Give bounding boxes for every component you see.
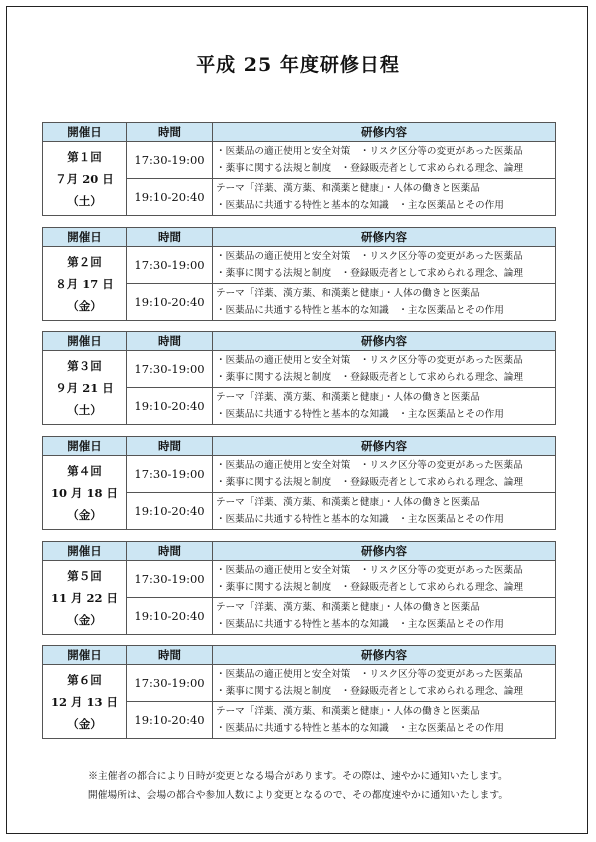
content-line: ・薬事に関する法規と制度 ・登録販売者として求められる理念、論理 xyxy=(216,268,523,279)
session-day: ９月 21 日 xyxy=(55,380,114,395)
header-date: 開催日 xyxy=(43,437,127,456)
header-date: 開催日 xyxy=(43,332,127,351)
header-date: 開催日 xyxy=(43,123,127,142)
header-date: 開催日 xyxy=(43,542,127,561)
slot-content xyxy=(213,142,556,179)
content-line: ・医薬品の適正使用と安全対策 ・リスク区分等の変更があった医薬品 xyxy=(216,146,523,157)
session-number: 第４回 xyxy=(67,463,102,478)
session-weekday: （土） xyxy=(67,402,102,417)
header-date: 開催日 xyxy=(43,646,127,665)
session-date xyxy=(43,142,127,216)
slot-row xyxy=(43,665,556,702)
slot-time: 17:30-19:00 xyxy=(127,247,213,284)
header-time: 時間 xyxy=(127,228,213,247)
slot-row xyxy=(43,561,556,598)
header-row xyxy=(43,542,556,561)
slot-content xyxy=(213,702,556,739)
content-line: ・医薬品の適正使用と安全対策 ・リスク区分等の変更があった医薬品 xyxy=(216,251,523,262)
slot-content xyxy=(213,561,556,598)
session-number: 第５回 xyxy=(67,568,102,583)
session-weekday: （金） xyxy=(67,716,102,731)
content-line: ・医薬品の適正使用と安全対策 ・リスク区分等の変更があった医薬品 xyxy=(216,565,523,576)
content-line: テーマ「洋薬、漢方薬、和漢薬と健康」・人体の働きと医薬品 xyxy=(216,706,480,717)
content-line: テーマ「洋薬、漢方薬、和漢薬と健康」・人体の働きと医薬品 xyxy=(216,497,480,508)
content-line: テーマ「洋薬、漢方薬、和漢薬と健康」・人体の働きと医薬品 xyxy=(216,392,480,403)
header-content: 研修内容 xyxy=(213,542,556,561)
session-date xyxy=(43,665,127,739)
content-line: ・医薬品に共通する特性と基本的な知識 ・主な医薬品とその作用 xyxy=(216,200,504,211)
session-day: 10 月 18 日 xyxy=(50,485,119,500)
slot-content xyxy=(213,351,556,388)
header-content: 研修内容 xyxy=(213,228,556,247)
slot-time: 17:30-19:00 xyxy=(127,456,213,493)
session-number: 第１回 xyxy=(67,149,102,164)
session-number: 第３回 xyxy=(67,358,102,373)
session-weekday: （金） xyxy=(67,507,102,522)
content-line: ・医薬品に共通する特性と基本的な知識 ・主な医薬品とその作用 xyxy=(216,409,504,420)
session-weekday: （土） xyxy=(67,193,102,208)
slot-content xyxy=(213,456,556,493)
content-line: ・薬事に関する法規と制度 ・登録販売者として求められる理念、論理 xyxy=(216,477,523,488)
slot-row xyxy=(43,351,556,388)
content-line: ・薬事に関する法規と制度 ・登録販売者として求められる理念、論理 xyxy=(216,582,523,593)
content-line: ・薬事に関する法規と制度 ・登録販売者として求められる理念、論理 xyxy=(216,372,523,383)
header-date: 開催日 xyxy=(43,228,127,247)
slot-row xyxy=(43,247,556,284)
slot-time: 17:30-19:00 xyxy=(127,665,213,702)
header-row xyxy=(43,437,556,456)
header-row xyxy=(43,228,556,247)
slot-content xyxy=(213,598,556,635)
session-table xyxy=(42,645,556,739)
slot-time: 17:30-19:00 xyxy=(127,142,213,179)
header-content: 研修内容 xyxy=(213,646,556,665)
session-day: ８月 17 日 xyxy=(55,276,114,291)
session-date xyxy=(43,247,127,321)
session-date xyxy=(43,351,127,425)
session-day: 12 月 13 日 xyxy=(50,694,119,709)
slot-content xyxy=(213,493,556,530)
content-line: ・医薬品に共通する特性と基本的な知識 ・主な医薬品とその作用 xyxy=(216,514,504,525)
session-weekday: （金） xyxy=(67,612,102,627)
session-day: ７月 20 日 xyxy=(55,171,114,186)
header-time: 時間 xyxy=(127,542,213,561)
slot-time: 19:10-20:40 xyxy=(127,598,213,635)
slot-time: 19:10-20:40 xyxy=(127,702,213,739)
session-number: 第６回 xyxy=(67,672,102,687)
note-line: 開催場所は、会場の都合や参加人数により変更となるので、その都度速やかに通知いたします。 xyxy=(87,790,509,801)
slot-time: 19:10-20:40 xyxy=(127,493,213,530)
slot-time: 17:30-19:00 xyxy=(127,561,213,598)
header-content: 研修内容 xyxy=(213,123,556,142)
content-line: ・医薬品に共通する特性と基本的な知識 ・主な医薬品とその作用 xyxy=(216,619,504,630)
slot-content xyxy=(213,284,556,321)
content-line: ・薬事に関する法規と制度 ・登録販売者として求められる理念、論理 xyxy=(216,686,523,697)
page-title: 平成 25 年度研修日程 xyxy=(196,54,400,76)
header-time: 時間 xyxy=(127,646,213,665)
session-table xyxy=(42,122,556,216)
session-day: 11 月 22 日 xyxy=(50,590,119,605)
slot-content xyxy=(213,388,556,425)
note-line: ※主催者の都合により日時が変更となる場合があります。その際は、速やかに通知いたします。 xyxy=(88,771,508,782)
slot-time: 19:10-20:40 xyxy=(127,388,213,425)
header-content: 研修内容 xyxy=(213,437,556,456)
session-date xyxy=(43,456,127,530)
content-line: ・医薬品の適正使用と安全対策 ・リスク区分等の変更があった医薬品 xyxy=(216,460,523,471)
content-line: ・医薬品に共通する特性と基本的な知識 ・主な医薬品とその作用 xyxy=(216,723,504,734)
slot-row xyxy=(43,456,556,493)
header-time: 時間 xyxy=(127,437,213,456)
content-line: ・医薬品の適正使用と安全対策 ・リスク区分等の変更があった医薬品 xyxy=(216,355,523,366)
content-line: テーマ「洋薬、漢方薬、和漢薬と健康」・人体の働きと医薬品 xyxy=(216,183,480,194)
session-weekday: （金） xyxy=(67,298,102,313)
content-line: テーマ「洋薬、漢方薬、和漢薬と健康」・人体の働きと医薬品 xyxy=(216,288,480,299)
slot-content xyxy=(213,665,556,702)
header-row xyxy=(43,332,556,351)
slot-row xyxy=(43,142,556,179)
slot-time: 19:10-20:40 xyxy=(127,284,213,321)
session-table xyxy=(42,331,556,425)
header-time: 時間 xyxy=(127,332,213,351)
header-row xyxy=(43,123,556,142)
session-table xyxy=(42,541,556,635)
header-row xyxy=(43,646,556,665)
session-table xyxy=(42,436,556,530)
session-number: 第２回 xyxy=(67,254,102,269)
header-content: 研修内容 xyxy=(213,332,556,351)
notes xyxy=(0,767,596,805)
slot-content xyxy=(213,179,556,216)
content-line: ・医薬品の適正使用と安全対策 ・リスク区分等の変更があった医薬品 xyxy=(216,669,523,680)
session-date xyxy=(43,561,127,635)
slot-time: 19:10-20:40 xyxy=(127,179,213,216)
content-line: ・薬事に関する法規と制度 ・登録販売者として求められる理念、論理 xyxy=(216,163,523,174)
content-line: ・医薬品に共通する特性と基本的な知識 ・主な医薬品とその作用 xyxy=(216,305,504,316)
header-time: 時間 xyxy=(127,123,213,142)
content-line: テーマ「洋薬、漢方薬、和漢薬と健康」・人体の働きと医薬品 xyxy=(216,602,480,613)
slot-content xyxy=(213,247,556,284)
session-table xyxy=(42,227,556,321)
slot-time: 17:30-19:00 xyxy=(127,351,213,388)
